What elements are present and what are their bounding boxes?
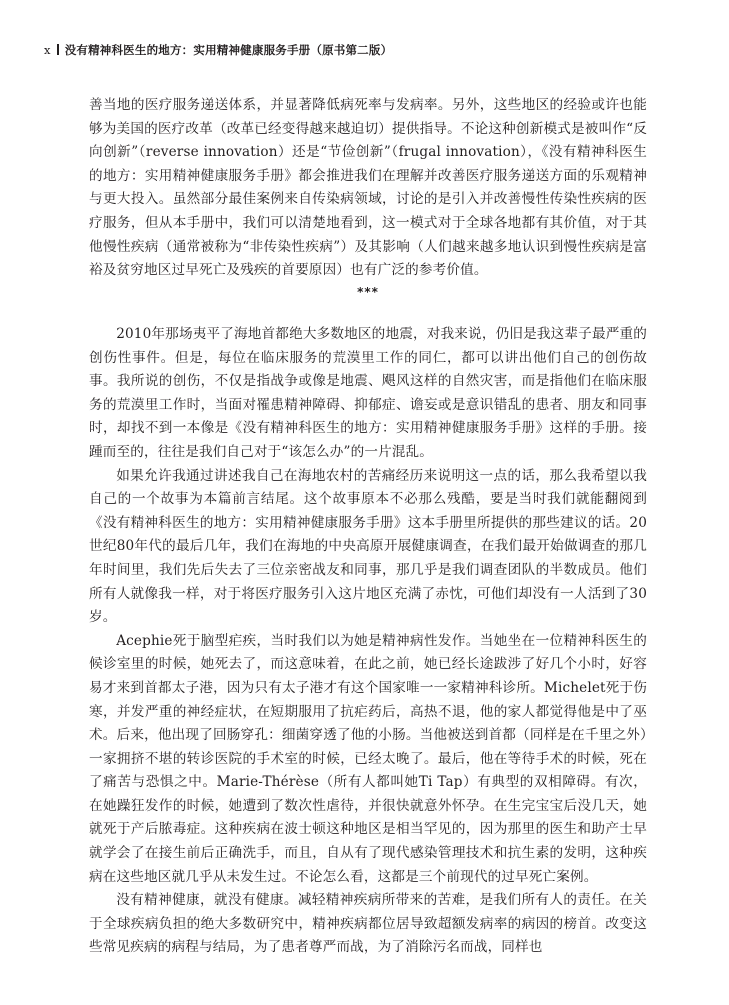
header-divider [57,44,59,55]
section-break: *** [357,285,379,299]
paragraph: Acephie死于脑型疟疾，当时我们以为她是精神病性发作。当她坐在一位精神科医生的候诊室里的时候，她死去了，而这意味着，在此之前，她已经长途跋涉了好几个小时，好容易才来到首都太子港，因为只有太子港才有这个国家唯一一家精神科诊所。Michelet死于伤寒，并发严重的神经症状，在短期服用了抗疟药后，高热不退，他的家人都觉得他是中了巫术。后来，他出现了回肠穿孔：细菌穿透了他的小肠。当他被送到首都（同样是在千里之外）一家拥挤不堪的转诊医院的手术室的时候，已经太晚了。最后，他在等待手术的时候，死在了痛苦与恐惧之中。Marie-Thérèse（所有人都叫她Ti Tap）有典型的双相障碍。有次，在她躁狂发作的时候，她遭到了数次性虐待，并很快就意外怀孕。在生完宝宝后没几天，她就死于产后脓毒症。这种疾病在波士顿这种地区是相当罕见的，因为那里的医生和助产士早就学会了在接生前后正确洗手，而且，自从有了现代感染管理技术和抗生素的发明，这种疾病在这些地区就几乎从未发生过。不论怎么看，这都是三个前现代的过早死亡案例。 [89,632,647,885]
paragraph: 没有精神健康，就没有健康。减轻精神疾病所带来的苦难，是我们所有人的责任。在关于全球疾病负担的绝大多数研究中，精神疾病都位居导致超额发病率的病因的榜首。改变这些常见疾病的病程与结局，为了患者尊严而战，为了消除污名而战，同样也 [89,892,647,956]
paragraph: 如果允许我通过讲述我自己在海地农村的苦痛经历来说明这一点的话，那么我希望以我自己的一个故事为本篇前言结尾。这个故事原本不必那么残酷，要是当时我们就能翻阅到《没有精神科医生的地方：实用精神健康服务手册》这本手册里所提供的那些建议的话。20世纪80年代的最后几年，我们在海地的中央高原开展健康调查，在我们最开始做调查的那几年时间里，我们先后失去了三位亲密战友和同事，那几乎是我们调查团队的半数成员。他们所有人就像我一样，对于将医疗服务引入这片地区充满了赤忱，可他们却没有一人活到了30岁。 [89,467,647,626]
running-head [44,43,392,57]
body-text-bottom [89,323,647,960]
paragraph: 善当地的医疗服务递送体系，并显著降低病死率与发病率。另外，这些地区的经验或许也能够为美国的医疗改革（改革已经变得越来越迫切）提供指导。不论这种创新模式是被叫作“反向创新”（reverse innovation）还是“节俭创新”（frugal innovation），《没有精神科医生的地方：实用精神健康服务手册》都会推进我们在理解并改善医疗服务递送方面的乐观精神与更大投入。虽然部分最佳案例来自传染病领域，讨论的是引入并改善慢性传染性疾病的医疗服务，但从本手册中，我们可以清楚地看到，这一模式对于全球各地都有其价值，对于其他慢性疾病（通常被称为“非传染性疾病”）及其影响（人们越来越多地认识到慢性疾病是富裕及贫穷地区过早死亡及残疾的首要原因）也有广泛的参考价值。 [89,97,647,279]
body-text-top [89,94,647,283]
page-number: x [44,43,51,57]
paragraph: 2010年那场夷平了海地首都绝大多数地区的地震，对我来说，仍旧是我这辈子最严重的创伤性事件。但是，每位在临床服务的荒漠里工作的同仁，都可以讲出他们自己的创伤故事。我所说的创伤，不仅是指战争或像是地震、飓风这样的自然灾害，而是指他们在临床服务的荒漠里工作时，当面对罹患精神障碍、抑郁症、谵妄或是意识错乱的患者、朋友和同事时，却找不到一本像是《没有精神科医生的地方：实用精神健康服务手册》这样的手册。接踵而至的，往往是我们自己对于“该怎么办”的一片混乱。 [89,326,647,460]
book-title: 没有精神科医生的地方：实用精神健康服务手册（原书第二版） [64,43,393,57]
